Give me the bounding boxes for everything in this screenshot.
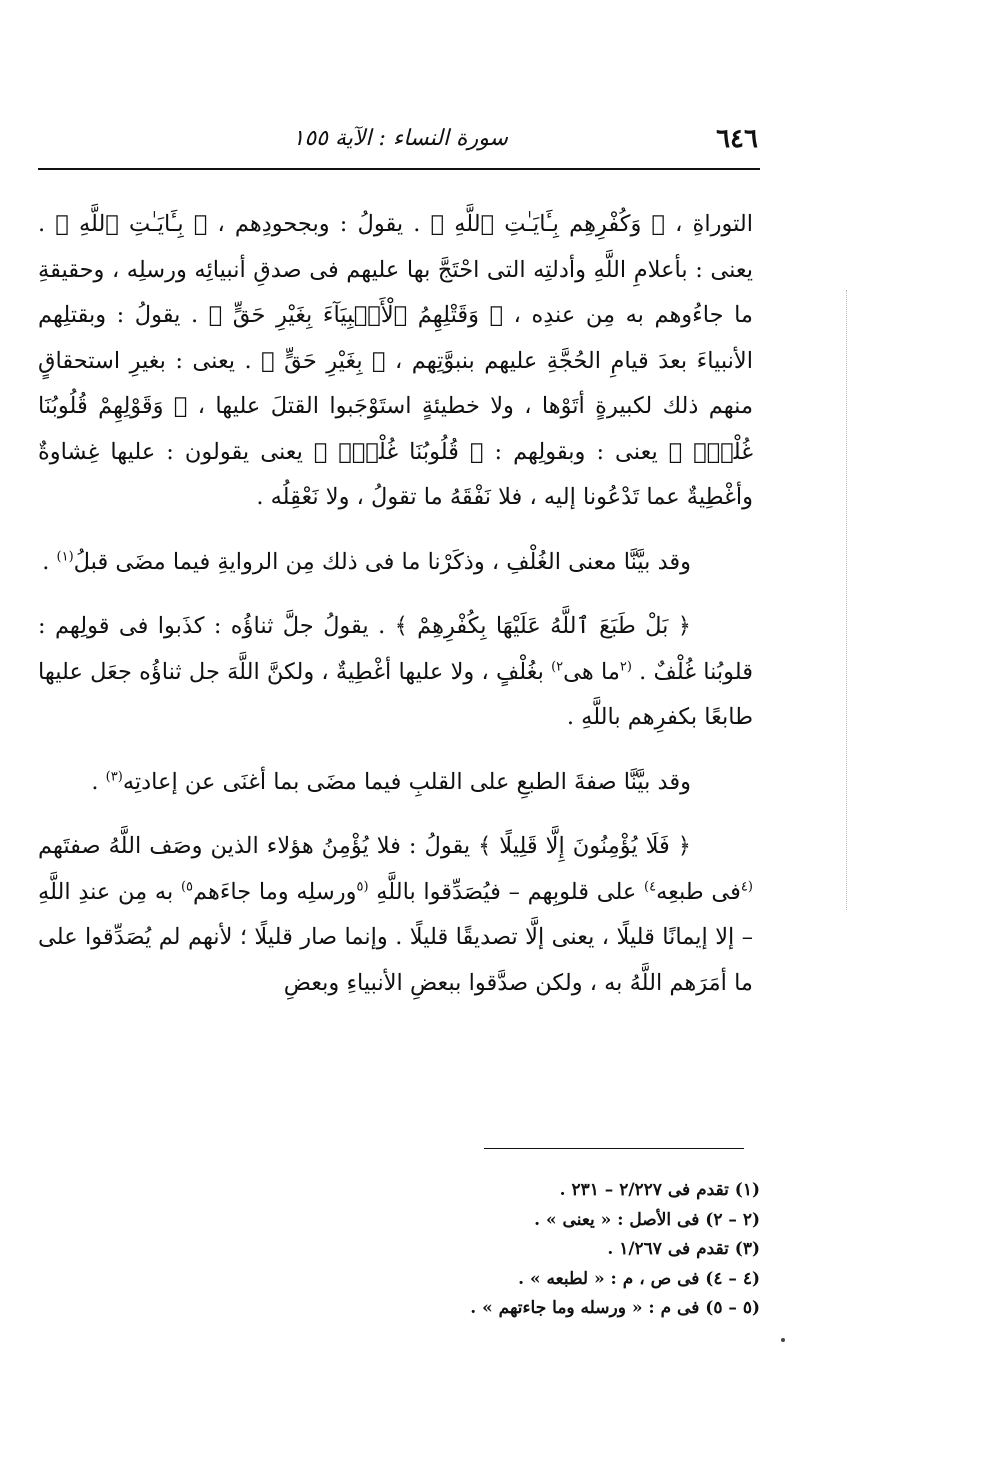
footnote-3: (٣) تقدم فى ١/٢٦٧ . — [607, 1239, 760, 1259]
scan-margin-mark — [846, 290, 847, 910]
scan-speck — [781, 1338, 785, 1342]
page-number: ٦٤٦ — [716, 124, 758, 154]
paragraph-3-text-a: ﴿ بَلْ طَبَعَ ٱللَّهُ عَلَيْهَا بِكُفْرِهِمْ ﴾ . يقولُ جلَّ ثناؤُه : كذَبوا فى قولِهم : قلوبُنا غُلْفٌ . — [38, 613, 753, 685]
paragraph-2 — [38, 540, 753, 586]
footnote-marker-1: (١) — [56, 549, 74, 564]
footnote-marker-4-close: ٤) — [644, 879, 657, 894]
paragraph-4-end: . — [91, 768, 106, 795]
paragraph-5-text-a: ﴿ فَلَا يُؤْمِنُونَ إِلَّا قَلِيلًا ﴾ يقولُ : فلا يُؤْمِنُ هؤلاء الذين وصَف اللَّهُ صفتَهم — [38, 833, 691, 859]
paragraph-5-text-c: على قلوبِهم – فيُصَدِّقوا باللَّهِ — [368, 878, 645, 905]
main-text — [38, 202, 753, 1006]
paragraph-3-text-c: بغُلْفٍ ، ولا عليها أغْطِيةٌ ، ولكنَّ اللَّهَ جل ثناؤُه جعَل عليها طابعًا بكفرِهم باللَّهِ . — [38, 658, 753, 730]
paragraph-5-text-b: فى طبعِه — [656, 878, 741, 905]
footnote-marker-2-open: (٢ — [619, 659, 632, 674]
paragraph-3-text-b: ما هى — [563, 658, 620, 685]
running-title: سورة النساء : الآية ١٥٥ — [292, 126, 508, 151]
paragraph-4-text: وقد بيَّنَّا صفةَ الطبعِ على القلبِ فيما مضَى بما أغنَى عن إعادتِه — [122, 768, 691, 795]
footnote-2: (٢ – ٢) فى الأصل : « يعنى » . — [534, 1209, 760, 1230]
paragraph-5-text-d: ورسلِه وما جاءَهم — [193, 878, 357, 905]
header-rule — [38, 168, 760, 170]
paragraph-3 — [38, 604, 753, 741]
footnote-marker-5-close: ٥) — [180, 879, 194, 894]
paragraph-4 — [38, 760, 753, 806]
footnote-marker-4-open: (٤ — [740, 879, 753, 894]
footnotes — [300, 1176, 760, 1324]
footnote-marker-2-close: ٢) — [551, 659, 564, 674]
paragraph-2-text: وقد بيَّنَّا معنى الغُلْفِ ، وذكَرْنا ما فى ذلك مِن الروايةِ فيما مضَى قبلُ — [73, 548, 691, 575]
paragraph-1: التوراةِ ، ﴿ وَكُفْرِهِم بِـَٔايَـٰتِ ٱللَّهِ ﴾ . يقولُ : وبجحودِهم ، ﴿ بِـَٔايَـٰتِ ٱللَّهِ ﴾ . يعنى : بأعلامِ اللَّهِ وأدلتِه التى احْتَجَّ بها عليهم فى صدقِ أنبيائِه ورسلِه ، وحقيقةِ ما جاءُوهم به مِن عندِه ، ﴿ وَقَتْلِهِمُ ٱلْأَنۢبِيَآءَ بِغَيْرِ حَقٍّ ﴾ . يقولُ : وبقتلِهم الأنبياءَ بعدَ قيامِ الحُجَّةِ عليهم بنبوَّتِهم ، ﴿ بِغَيْرِ حَقٍّ ﴾ . يعنى : بغيرِ استحقاقٍ منهم ذلك لكبيرةٍ أتَوْها ، ولا خطيئةٍ استَوْجَبوا القتلَ عليها ، ﴿ وَقَوْلِهِمْ قُلُوبُنَا غُلْفٌۢ ﴾ يعنى : وبقولِهم : ﴿ قُلُوبُنَا غُلْفٌۢ ﴾ يعنى يقولون : عليها غِشاوةٌ وأغْطِيةٌ عما تَدْعُونا إليه ، فلا نَفْقَهُ ما تقولُ ، ولا نَعْقِلُه . — [38, 211, 753, 510]
page-header — [38, 120, 758, 160]
paragraph-5 — [38, 824, 753, 1006]
footnote-4: (٤ – ٤) فى ص ، م : « لطبعه » . — [518, 1268, 760, 1289]
footnote-rule — [484, 1148, 744, 1149]
footnote-1: (١) تقدم فى ٢/٢٢٧ – ٢٣١ . — [559, 1180, 760, 1200]
footnote-5: (٥ – ٥) فى م : « ورسله وما جاءتهم » . — [470, 1298, 760, 1318]
footnote-marker-3: (٣) — [105, 769, 123, 784]
paragraph-5-text-e: به مِن عندِ اللَّهِ – إلا إيمانًا قليلًا ، يعنى إلَّا تصديقًا قليلًا . وإنما صار قليلًا ؛ لأنهم لم يُصَدِّقوا على ما أمَرَهم اللَّهُ به ، ولكن صدَّقوا ببعضِ الأنبياءِ وبعضِ — [38, 878, 753, 996]
footnote-marker-5-open: (٥ — [356, 879, 369, 894]
paragraph-2-end: . — [42, 548, 57, 575]
